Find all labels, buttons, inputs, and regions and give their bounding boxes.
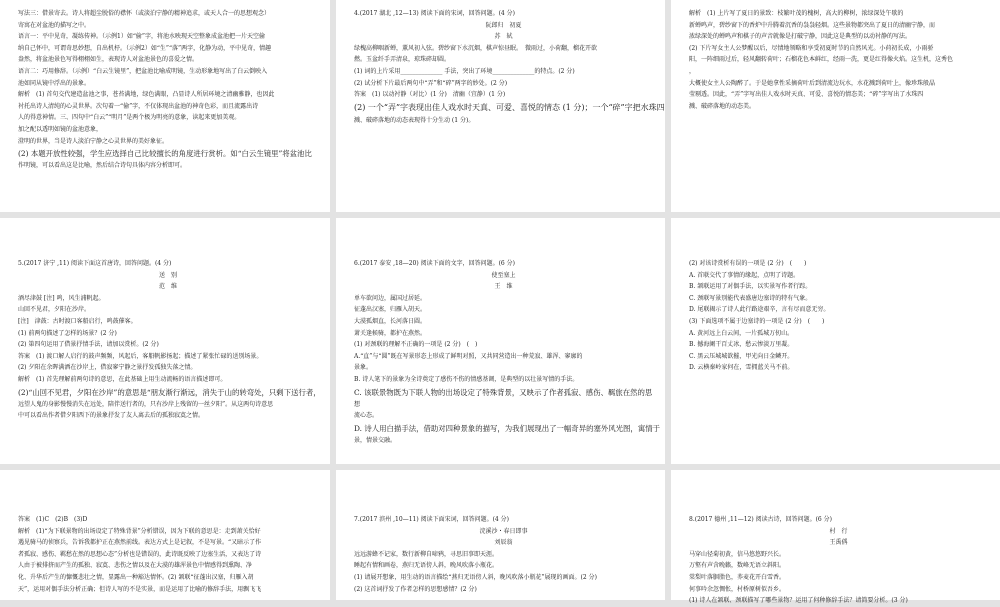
text-line: 流心态。 <box>354 412 379 420</box>
text-line: 盎然，将盆池景色写得栩栩如生，表现诗人对盆池景色的喜爱之情。 <box>18 56 199 64</box>
text-line: 万壑有声含晚籁，数峰无语立斜阳。 <box>689 562 786 570</box>
text-line: 答案 (1) 以动衬静（对比）(1 分) 清幽（宜静）(1 分) <box>354 91 506 99</box>
text-line: 者孤寂、感伤、羁愁在然的思想心态”分析也是错误的，此诗既反映了边塞生活，又表达了诗 <box>18 550 262 558</box>
text-line: 化、升华后产生的慷慨悲壮之情，显露出一种豁达情怀。(2) 颔联“征蓬出汉塞，归雁入胡 <box>18 573 254 581</box>
text-line: 解析 (1) 上片写了夏日的景致：枝繁叶茂的槐树，高大的柳树，浓绿深处午歇的 <box>689 10 904 17</box>
text-line: 何事吟余忽惆怅，村桥原树似吾乡。 <box>689 585 786 593</box>
text-line: D. 尾联揭示了诗人此行路途艰辛，言有尽而意无穷。 <box>689 306 830 314</box>
text-line: 范 维 <box>158 283 177 291</box>
text-line: 澄明的世界，当是诗人淡泊宁静之心灵世界的美好象征。 <box>18 137 169 145</box>
text-line: 景，情景交融。 <box>354 436 397 444</box>
text-line: 景象。 <box>354 364 373 372</box>
text-line: 莹剔透。因此，“弄”字写出佳人戏水时天真、可爱、喜悦的情态美；“碎”字写出了水珠四 <box>689 91 924 99</box>
text-line: 7.(2017 滨州 ,10—11) 阅读下面宋词，回答问题。(4 分) <box>354 516 509 523</box>
text-line: (2) 一个“弄”字表现出佳人戏水时天真、可爱、喜悦的情态 (1 分)；一个“碎”字把水珠四 <box>354 102 665 112</box>
text-line: 阳，一阵细雨过后，轻风翻转荷叶；石榴花色本鲜红，经雨一洗，更是红得像火焰。这生机，这秀色 <box>689 56 954 64</box>
text-line: 大概使女主人公陶醉了。于是她拿性采摘荷叶后到清流边玩水，水花溅到荷叶上，像珍珠般晶 <box>689 79 936 87</box>
text-line: 解析 (1) 首句交代建造盆池之事，苍苔满地，绿色满眼，凸显诗人所居环境之清幽雅静，也因此 <box>18 91 275 99</box>
text-line: B. 诗人笔下的景象为全诗奠定了感伤不伤的情感基调，是典型的以壮景写情的手法。 <box>354 375 579 383</box>
text-line: 酒尽津鼓 [注] 鸣，风生浦帆起。 <box>18 294 105 302</box>
page-panel-2 <box>336 0 665 212</box>
text-line: D. 云横秦岭家何在，雪拥蓝关马不前。 <box>689 364 794 372</box>
text-line: 衬托出诗人清纯的心灵世界。次句着一“偷”字，不仅体现出盆池的神奇色彩，而且流露出诗 <box>18 102 259 110</box>
text-line: (1) 请展开想象，用生动的语言描绘“燕归无语傍人斜，晚风吹落小瓶花”展现的画面。(2 分) <box>354 573 597 581</box>
page-panel-9 <box>671 470 1000 605</box>
text-line: B. 颔联运用了对偶手法，以实景写作者行踪。 <box>689 283 812 291</box>
text-line: (2) 试分析下片最后两句中“弄”和“碎”两字的妙处。(2 分) <box>354 79 508 87</box>
text-line: 解析 (1) 首先理解前两句诗的意思，在此基础上用生动流畅的语言描述即可。 <box>18 375 227 383</box>
text-line: 8.(2017 德州 ,11—12) 阅读古诗，回答问题。(6 分) <box>689 516 832 523</box>
text-line: 纳自己怀中，可谓奇思妙想，自出机杼。（示例2）如“生”“落”两字，化静为动，平中见奇，情趣 <box>18 44 272 52</box>
text-line: 山回不见君，夕阳在沙岸。 <box>18 306 91 314</box>
text-line: (2) 对该诗赏析有误的一项是 (2 分) ( ) <box>689 260 807 267</box>
text-line: 王 维 <box>494 283 513 291</box>
text-line: 池如同从镜中浮出的景象。 <box>18 79 91 87</box>
text-line: 想 <box>354 400 361 408</box>
text-line: 新蝉鸣声，碧纱窗下的香炉中升腾着沉香的袅袅轻烟。这些景物都突出了夏日的清幽宁静，而 <box>689 21 936 29</box>
text-line: C. 颈联写景别能代表盛唐边塞诗的特有气象。 <box>689 294 812 302</box>
text-line: 解析 (1)“为下联景物的出场设定了特殊背景”分析错误，因为下联的意思是：走到萧关恰好 <box>18 527 261 535</box>
text-line: 苏 轼 <box>494 33 513 41</box>
text-line: 大漠孤烟直，长河落日圆。 <box>354 317 427 325</box>
text-line: 人的得意神情。三、四句中“白云”“明月”是两个极为明亮的意象，读起来更加美观。 <box>18 114 241 122</box>
text-line: [注] 津鼓：古时渡口客船启行，鸣鼓催客。 <box>18 317 137 325</box>
text-line: 答案 (1)C (2)B (3)D <box>18 516 88 523</box>
page-panel-3 <box>671 0 1000 212</box>
text-line: (2) 这首词抒发了作者怎样的思想感情？(2 分) <box>354 585 477 593</box>
text-line: (2)“山回不见君，夕阳在沙岸”的意思是“朋友渐行渐远，消失于山的转弯处，只剩下送行者， <box>18 387 321 397</box>
text-line: (1) 对颈联的理解不正确的一项是 (2 分) ( ) <box>354 341 478 349</box>
text-line: 浣溪沙・春日即事 <box>479 527 528 535</box>
text-line: (2) 夕阳在余晖满洒在沙岸上，借寂寥宁静之景抒发孤独失落之情。 <box>18 364 197 372</box>
text-line: 中可以看出作者借夕阳西下的景象抒发了友人离去后的孤独寂寞之情。 <box>18 412 205 420</box>
text-line: 棠梨叶落胭脂色，荞麦花开白雪香。 <box>689 573 786 581</box>
text-line: (2) 下片写女主人公梦醒以后，尽情地领略和享受初夏时节的自然风光。小荷初长成，小雨骄 <box>689 44 934 52</box>
text-line: 远远游蜂不记家，数行新柳自啼鸦，寻思旧事即天涯。 <box>354 550 499 558</box>
text-line: (2) 本题开放性较强，学生应选择自己比较擅长的角度进行赏析。如“白云生镜里”将盆池比 <box>18 149 312 159</box>
text-line: 作明镜，可以看出这是比喻，然后结合诗句具体内容分析即可。 <box>18 162 187 170</box>
text-line: (1) 诗人在颔联、颈联描写了哪些景物？运用了何种修辞手法？请简要分析。(3 分) <box>689 597 908 605</box>
text-line: C. 该联景物既为下联人物的出场设定了特殊背景，又映示了作者孤寂、感伤、羁旅在然的思 <box>354 387 653 397</box>
text-line: 遇见骑马的侦察兵，告诉我都护正在燕然前线。表达方式上是记叙，不是写景。“又暗示了作 <box>18 539 262 547</box>
text-line: (3) 下面选项不属于边塞诗的一项是 (2 分) ( ) <box>689 317 825 325</box>
page-panel-1 <box>0 0 330 212</box>
text-line: 刘辰翁 <box>494 539 513 547</box>
text-line: 送 别 <box>158 271 177 279</box>
text-line: 浓绿深处的蝉鸣声和棋子的声音就像是打破宁静，因此这是典型的以动衬静的写法。 <box>689 33 912 41</box>
text-line: (2) 第四句运用了借景抒情手法，请加以赏析。(2 分) <box>18 341 159 349</box>
text-line: A.“直”与“圆”既在写景形态上形成了鲜明对照，又共同营造出一种荒寂、雄浑、寥廓的 <box>354 352 583 360</box>
page-panel-8 <box>336 470 665 600</box>
text-line: 4.(2017 湖北 ,12—13) 阅读下面的宋词，回答问题。(4 分) <box>354 10 515 17</box>
text-line: 答案 (1) 渡口解人启行的鼓声频频，风起后，客船帆影扬起；描述了紧张忙碌的送别场景。 <box>18 352 263 360</box>
text-line: B. 撼海阑干百丈冰，愁云惨淡万里凝。 <box>689 341 794 349</box>
text-line: 征蓬出汉塞，归雁入胡天。 <box>354 306 427 314</box>
page-panel-5 <box>336 218 665 464</box>
text-line: 使至塞上 <box>491 271 516 279</box>
text-line: 天”，运用对偶手法分析正确；但诗人写的不是实景，而是运用了比喻的修辞手法，用飘飞飞 <box>18 585 262 593</box>
page-panel-7 <box>0 470 330 600</box>
text-line: 阮郎归 初夏 <box>485 21 522 29</box>
text-line: 溅、破碎落地的动态表现得十分生动 (1 分)。 <box>354 116 475 124</box>
text-line: 马穿山径菊初黄，信马悠悠野兴长。 <box>689 550 786 558</box>
text-line: 村 行 <box>829 527 848 535</box>
page-panel-6 <box>671 218 1000 464</box>
text-line: 语言二：巧用修辞。（示例）“白云生镜里”，把盆池比喻成明镜，生动形象地写出了白云倒映入 <box>18 67 268 75</box>
text-line: ， <box>689 67 696 75</box>
text-line: C. 黑云压城城欲摧，甲光向日金鳞开。 <box>689 352 794 360</box>
text-line: 5.(2017 济宁 ,11) 阅读下面这首唐诗，回答问题。(4 分) <box>18 260 172 267</box>
text-line: 绿槐高柳咽新蝉，薰风初入弦。碧纱窗下水沉烟，棋声惊昼眠。 微雨过，小荷翻，榴花开欲 <box>354 44 598 52</box>
text-line: 燃。玉盆纤手弄清泉，琼珠碎却圆。 <box>354 56 451 64</box>
text-line: (1) 前两句描述了怎样的场景？(2 分) <box>18 329 117 337</box>
text-line: A. 首联交代了事情的缘起，点明了诗题。 <box>689 271 800 279</box>
text-line: 萧关逢候骑，都护在燕然。 <box>354 329 427 337</box>
text-line: 溅、破碎落地的动态美。 <box>689 102 756 110</box>
text-line: 睡起有情和画卷，燕归无语傍人斜，晚风吹落小瓶花。 <box>354 562 499 570</box>
text-line: 语言一：平中见奇，凝练传神。（示例1）如“偷”字，将池水映现天空整象成盆池把一片天空偷 <box>18 33 265 41</box>
text-line: 远望人鬼的身影慢慢消失在远处，陪伴送行者的，只有沙岸上残留的一丝夕阳”。从这两句诗意思 <box>18 400 274 408</box>
text-line: 加之配以透明如镜的盆池意象， <box>18 125 103 133</box>
text-line: 人由于被排挤而产生的孤独、寂寞、悲伤之情以及在大漠的雄浑景色中情感得到熏陶、净 <box>18 562 253 570</box>
text-line: (1) 词的上片采用______________ 手法，突出了环境______________的特点。(2 分) <box>354 67 575 75</box>
text-line: A. 黄河远上白云间，一片孤城万仞山。 <box>689 329 794 337</box>
text-line: 寄寓在对盆池的描写之中。 <box>18 21 91 29</box>
text-line: 王禹偁 <box>829 539 848 547</box>
text-line: 单车欲问边，属国过居延。 <box>354 294 427 302</box>
text-line: D. 诗人用白描手法，借助对四种景象的描写，为我们展现出了一幅奇异的塞外风光图，寓情于 <box>354 423 660 433</box>
page-panel-4 <box>0 218 330 464</box>
text-line: 写法三：借景寄去。诗人将超尘脱俗的襟怀（或淡泊宁静的精神追求，或天人合一的思想观念） <box>18 10 271 17</box>
text-line: 6.(2017 泰安 ,18—20) 阅读下面的文字，回答问题。(6 分) <box>354 260 515 267</box>
